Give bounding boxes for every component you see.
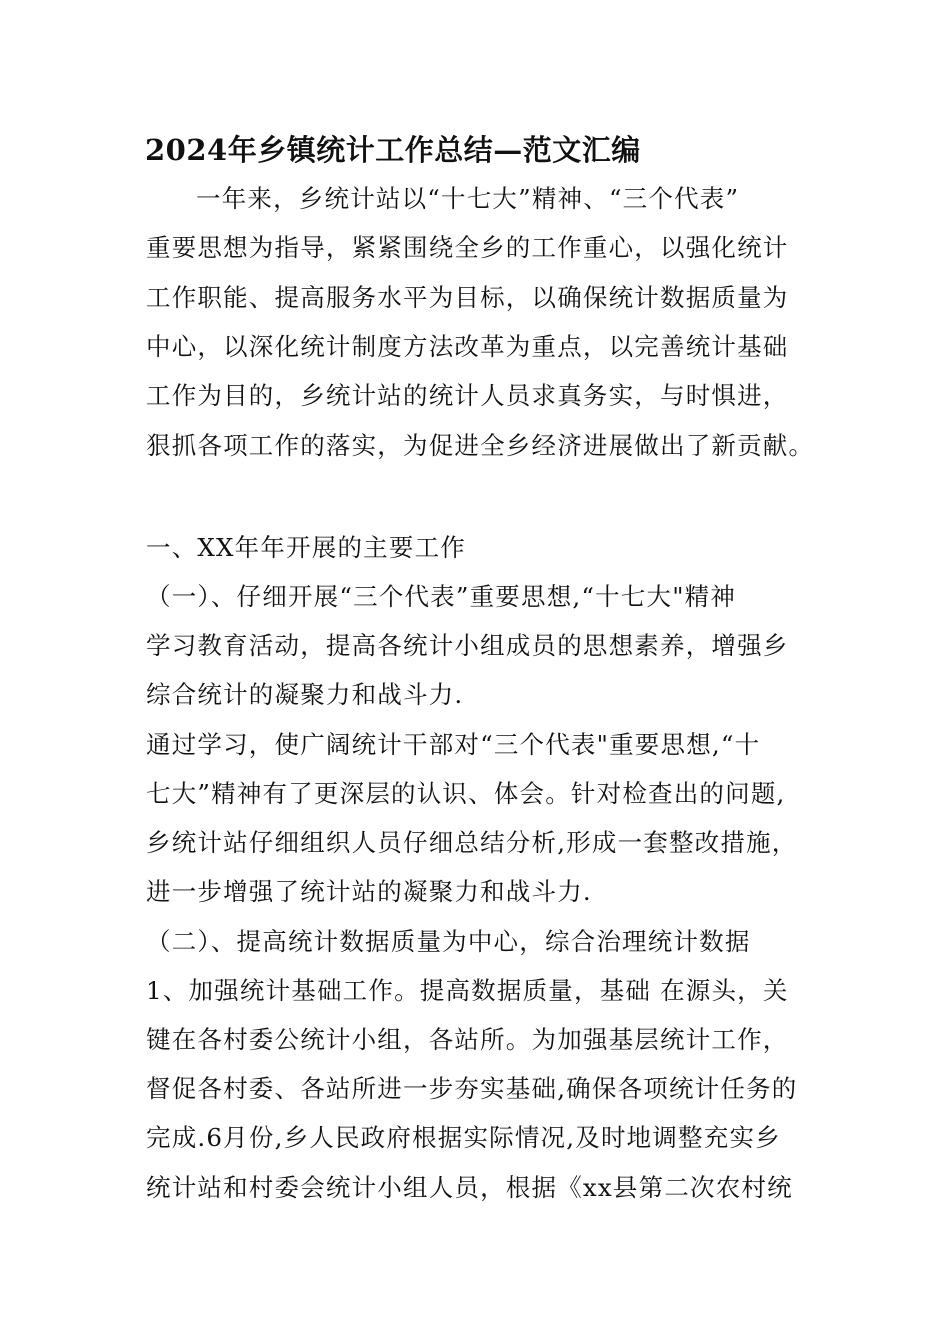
paragraph-line: 综合统计的凝聚力和战斗力. [146,680,464,709]
paragraph-line: 统计站和村委会统计小组人员，根据《xx县第二次农村统 [146,1173,793,1202]
paragraph-line: 狠抓各项工作的落实，为促进全乡经济进展做出了新贡献。 [146,431,815,460]
paragraph-line: 督促各村委、各站所进一步夯实基础,确保各项统计任务的 [146,1074,798,1103]
section-heading: 一、XX年年开展的主要工作 [146,533,466,562]
document-title: 2024年乡镇统计工作总结—范文汇编 [145,133,641,167]
paragraph-line: 键在各村委公统计小组，各站所。为加强基层统计工作， [146,1025,789,1054]
paragraph-line: 七大”精神有了更深层的认识、体会。针对检查出的问题, [146,779,786,808]
paragraph-line: 乡统计站仔细组织人员仔细总结分析,形成一套整改措施， [146,828,798,857]
paragraph-line: 学习教育活动，提高各统计小组成员的思想素养，增强乡 [146,631,789,660]
paragraph-line: 一年来，乡统计站以“十七大”精神、“三个代表” [196,184,740,213]
paragraph-line: 1、加强统计基础工作。提高数据质量，基础 在源头，关 [146,976,789,1005]
paragraph-line: 完成.6月份,乡人民政府根据实际情况,及时地调整充实乡 [146,1123,781,1152]
paragraph-line: 工作为目的，乡统计站的统计人员求真务实，与时惧进， [146,381,789,410]
paragraph-line: 通过学习，使广阔统计干部对“三个代表"重要思想,“十 [146,730,761,759]
paragraph-line: 重要思想为指导，紧紧围绕全乡的工作重心，以强化统计 [146,233,789,262]
subsection-heading: （一）、仔细开展“三个代表”重要思想,“十七大"精神 [146,582,737,611]
subsection-heading: （二）、提高统计数据质量为中心，综合治理统计数据 [146,927,751,956]
paragraph-line: 工作职能、提高服务水平为目标，以确保统计数据质量为 [146,283,789,312]
paragraph-line: 中心，以深化统计制度方法改革为重点，以完善统计基础 [146,332,789,361]
paragraph-line: 进一步增强了统计站的凝聚力和战斗力. [146,877,592,906]
